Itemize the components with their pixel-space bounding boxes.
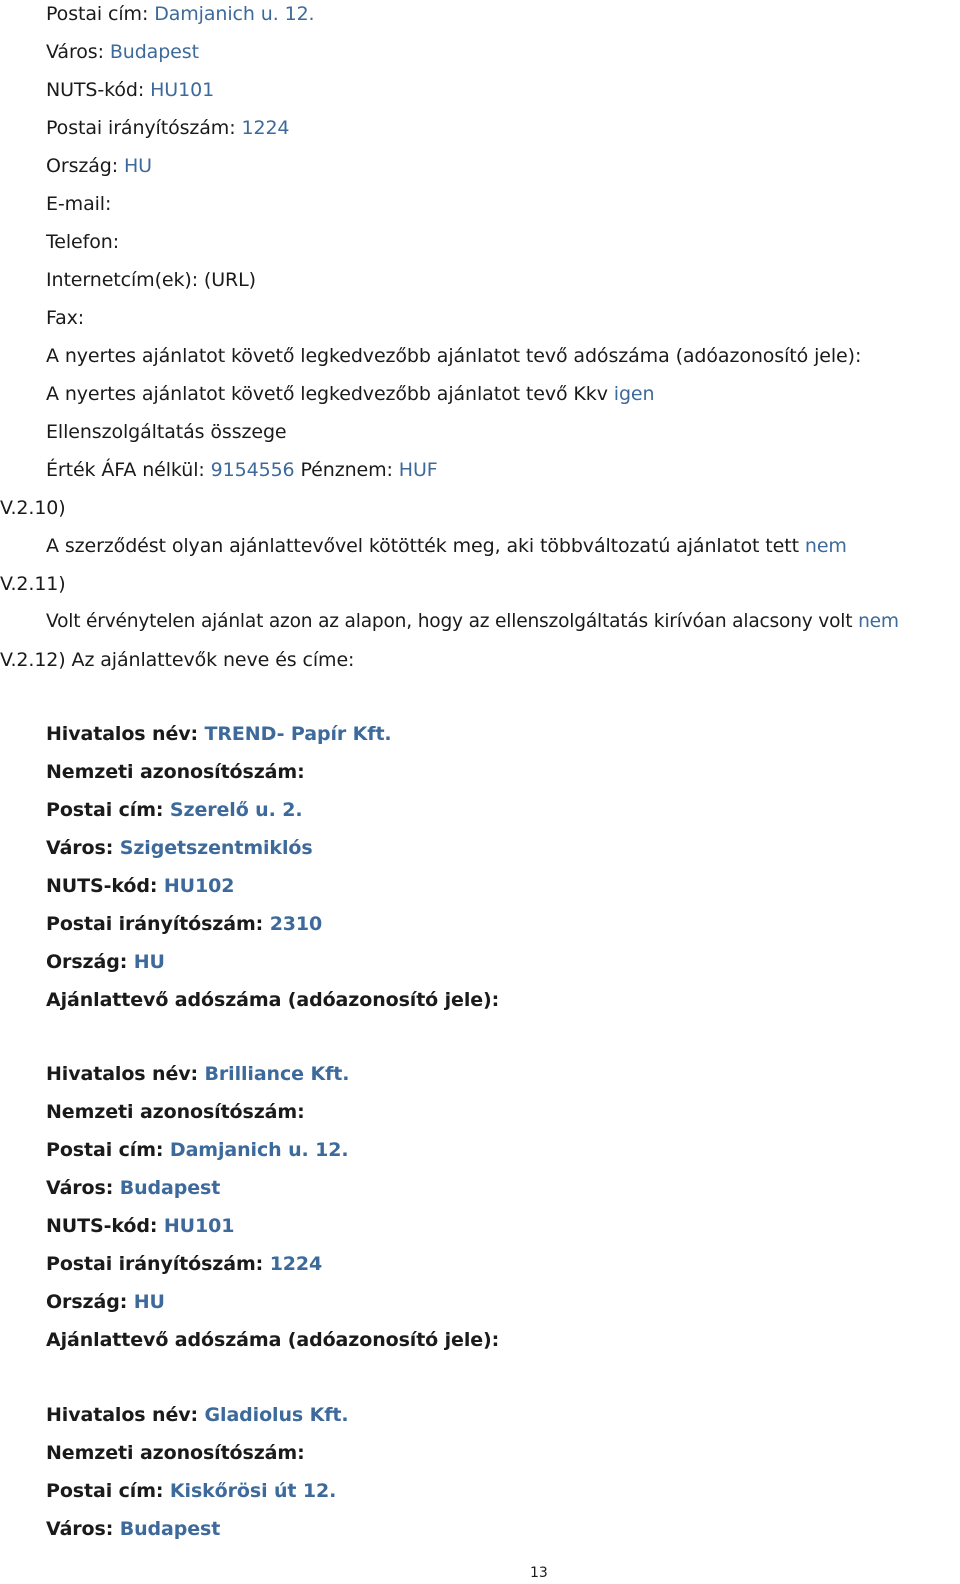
bidder-1-varos: Város: Szigetszentmiklós	[46, 837, 313, 859]
section-v-2-11-text: Volt érvénytelen ajánlat azon az alapon, hogy az ellenszolgáltatás kirívóan alacsony volt nem	[46, 611, 899, 632]
ellenszolgaltatas-line: Ellenszolgáltatás összege	[46, 421, 287, 443]
section-v-2-10-value: nem	[804, 535, 847, 557]
section-v-2-12-heading: V.2.12) Az ajánlattevők neve és címe:	[0, 649, 355, 671]
ertek-value: 9154556	[210, 459, 295, 481]
bidder-1-nuts: NUTS-kód: HU102	[46, 875, 235, 897]
varos-line: Város: Budapest	[46, 41, 199, 63]
telefon-line: Telefon:	[46, 231, 119, 253]
bidder-2-iranyitoszam: Postai irányítószám: 1224	[46, 1253, 323, 1275]
orszag-value: HU	[124, 155, 152, 177]
bidder-2-orszag: Ország: HU	[46, 1291, 165, 1313]
ertek-line: Érték ÁFA nélkül: 9154556 Pénznem: HUF	[46, 459, 438, 481]
iranyitoszam-value: 1224	[241, 117, 290, 139]
bidder-1-postai-cim: Postai cím: Szerelő u. 2.	[46, 799, 303, 821]
postai-cim-value: Damjanich u. 12.	[154, 3, 315, 25]
bidder-2-varos: Város: Budapest	[46, 1177, 221, 1199]
nuts-value: HU101	[150, 79, 215, 101]
bidder-1-adoszam: Ajánlattevő adószáma (adóazonosító jele):	[46, 989, 500, 1011]
penznem-value: HUF	[398, 459, 438, 481]
adoszam-line: A nyertes ajánlatot követő legkedvezőbb ajánlatot tevő adószáma (adóazonosító jele):	[46, 345, 862, 367]
bidder-1-iranyitoszam: Postai irányítószám: 2310	[46, 913, 323, 935]
kkv-value: igen	[613, 383, 655, 405]
bidder-3-varos: Város: Budapest	[46, 1518, 221, 1540]
section-v-2-10-number: V.2.10)	[0, 497, 66, 519]
section-v-2-11-number: V.2.11)	[0, 573, 66, 595]
section-v-2-11-value: nem	[858, 611, 899, 632]
internetcim-line: Internetcím(ek): (URL)	[46, 269, 256, 291]
email-line: E-mail:	[46, 193, 112, 215]
fax-line: Fax:	[46, 307, 85, 329]
nuts-line: NUTS-kód: HU101	[46, 79, 215, 101]
page-number: 13	[530, 1565, 548, 1581]
section-v-2-10-text: A szerződést olyan ajánlattevővel kötötték meg, aki többváltozatú ajánlatot tett nem	[46, 535, 847, 557]
bidder-2-postai-cim: Postai cím: Damjanich u. 12.	[46, 1139, 349, 1161]
bidder-2-hivatalos-nev: Hivatalos név: Brilliance Kft.	[46, 1063, 350, 1085]
bidder-1-hivatalos-nev: Hivatalos név: TREND- Papír Kft.	[46, 723, 392, 745]
bidder-2-nemzeti-azonosito: Nemzeti azonosítószám:	[46, 1101, 305, 1123]
bidder-1-nemzeti-azonosito: Nemzeti azonosítószám:	[46, 761, 305, 783]
bidder-2-nuts: NUTS-kód: HU101	[46, 1215, 235, 1237]
bidder-3-hivatalos-nev: Hivatalos név: Gladiolus Kft.	[46, 1404, 349, 1426]
bidder-3-nemzeti-azonosito: Nemzeti azonosítószám:	[46, 1442, 305, 1464]
bidder-2-adoszam: Ajánlattevő adószáma (adóazonosító jele):	[46, 1329, 500, 1351]
iranyitoszam-line: Postai irányítószám: 1224	[46, 117, 290, 139]
varos-value: Budapest	[109, 41, 199, 63]
postai-cim-line: Postai cím: Damjanich u. 12.	[46, 3, 315, 25]
orszag-line: Ország: HU	[46, 155, 152, 177]
kkv-line: A nyertes ajánlatot követő legkedvezőbb ajánlatot tevő Kkv igen	[46, 383, 655, 405]
bidder-3-postai-cim: Postai cím: Kiskőrösi út 12.	[46, 1480, 337, 1502]
bidder-1-orszag: Ország: HU	[46, 951, 165, 973]
